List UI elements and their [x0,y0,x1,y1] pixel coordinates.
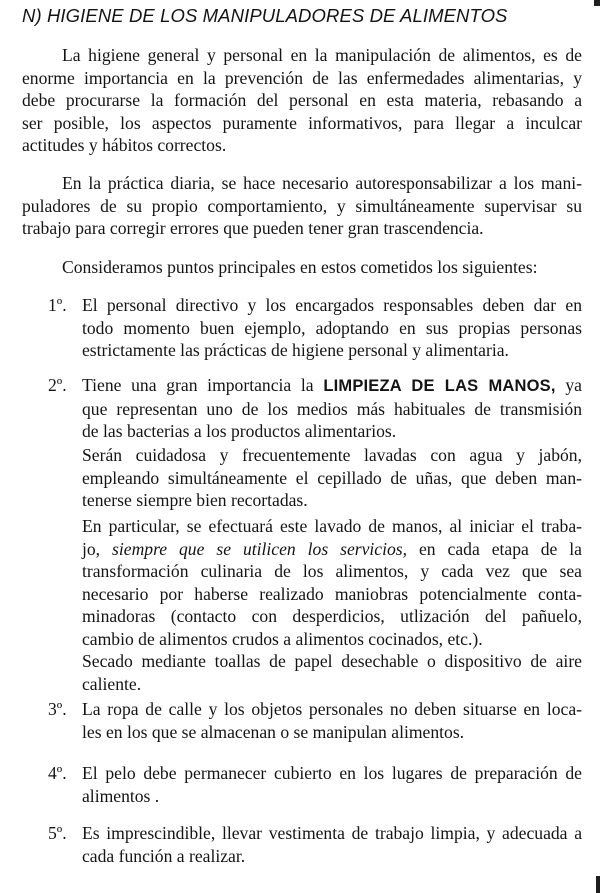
text-segment: ya [565,375,582,395]
text-segment: Tiene una gran importancia la [82,375,314,395]
item-1-text [82,294,582,362]
item-2-subparagraph-2 [82,515,582,650]
item-4-text [82,762,582,807]
text-line: les en los que se almacenan o se manipulan alimentos. [82,721,465,742]
intro-paragraph-1 [22,44,582,157]
text-line: ser posible, los aspectos puramente informativos, para llegar a inculcar [22,112,582,133]
text-line: transformación culinaria de los alimentos, y cada vez que sea [82,561,582,581]
text-line: enorme importancia en la prevención de las enfermedades alimentarias, y [22,67,582,88]
text-line: que representan uno de los medios más habituales de transmisión [82,398,582,419]
scan-edge-mark [596,876,600,893]
text-line: cada función a realizar. [82,845,246,866]
text-line: La higiene general y personal en la manipulación de alimentos, es de [62,45,582,65]
text-line: puladores de su propio comportamiento, y simultáneamente supervisar su [22,195,582,216]
item-number: 2º. [48,375,67,395]
text-segment: en cada etapa de la [419,538,582,559]
text-line: tenerse siempre bien recortadas. [82,490,308,510]
text-line: El pelo debe permanecer cubierto en los lugares de preparación de [82,763,582,783]
emphasis-text: LIMPIEZA DE LAS MANOS, [323,377,556,395]
text-line: de las bacterias a los productos alimentarios. [82,421,397,441]
text-line: caliente. [82,673,142,694]
text-line: todo momento buen ejemplo, adoptando en sus propias personas [82,317,582,338]
text-line: Secado mediante toallas de papel desechable o dispositivo de aire [82,651,582,671]
item-3-text [82,698,582,743]
text-line: alimentos . [82,785,160,806]
item-number: 3º. [48,699,67,719]
scan-edge-mark [594,0,600,6]
text-line: Serán cuidadosa y frecuentemente lavadas con agua y jabón, [82,445,582,465]
text-line: actitudes y hábitos correctos. [22,135,227,155]
section-title: N) HIGIENE DE LOS MANIPULADORES DE ALIMENTOS [22,5,508,26]
item-2-text [82,374,582,443]
text-line: necesario por haberse realizado maniobras potencialmente conta- [82,583,582,604]
text-line: empleando simultáneamente el cepillado de uñas, que deben man- [82,467,582,488]
text-line: El personal directivo y los encargados responsables deben dar en [82,295,582,315]
text-line: cambio de alimentos crudos a alimentos cocinados, etc.). [82,628,483,649]
item-5-text [82,822,582,867]
text-line: debe procurarse la formación del personal en esta materia, rebasando a [22,90,582,110]
intro-paragraph-3 [62,256,582,279]
text-line [82,538,582,561]
intro-paragraph-2 [22,172,582,240]
text-segment: jo, [82,538,101,559]
text-line: En la práctica diaria, se hace necesario autoresponsabilizar a los mani- [62,173,582,193]
item-number: 5º. [48,823,67,843]
text-line: La ropa de calle y los objetos personales no deben situarse en loca- [82,699,582,719]
item-number: 1º. [48,295,67,315]
item-number: 4º. [48,763,67,783]
text-line: Es imprescindible, llevar vestimenta de trabajo limpia, y adecuada a [82,823,582,843]
text-line: Consideramos puntos principales en estos cometidos los siguientes: [62,257,538,277]
item-2-subparagraph-3 [82,650,582,695]
text-line: estrictamente las prácticas de higiene personal y alimentaria. [82,340,509,360]
item-2-subparagraph-1 [82,444,582,512]
text-line [82,374,582,398]
italic-text: siempre que se utilicen los servicios, [112,538,408,559]
text-line: trabajo para corregir errores que pueden tener gran trascendencia. [22,218,484,238]
text-line: En particular, se efectuará este lavado de manos, al iniciar el traba- [82,516,582,536]
text-line: minadoras (contacto con desperdicios, utlización del pañuelo, [82,606,582,626]
